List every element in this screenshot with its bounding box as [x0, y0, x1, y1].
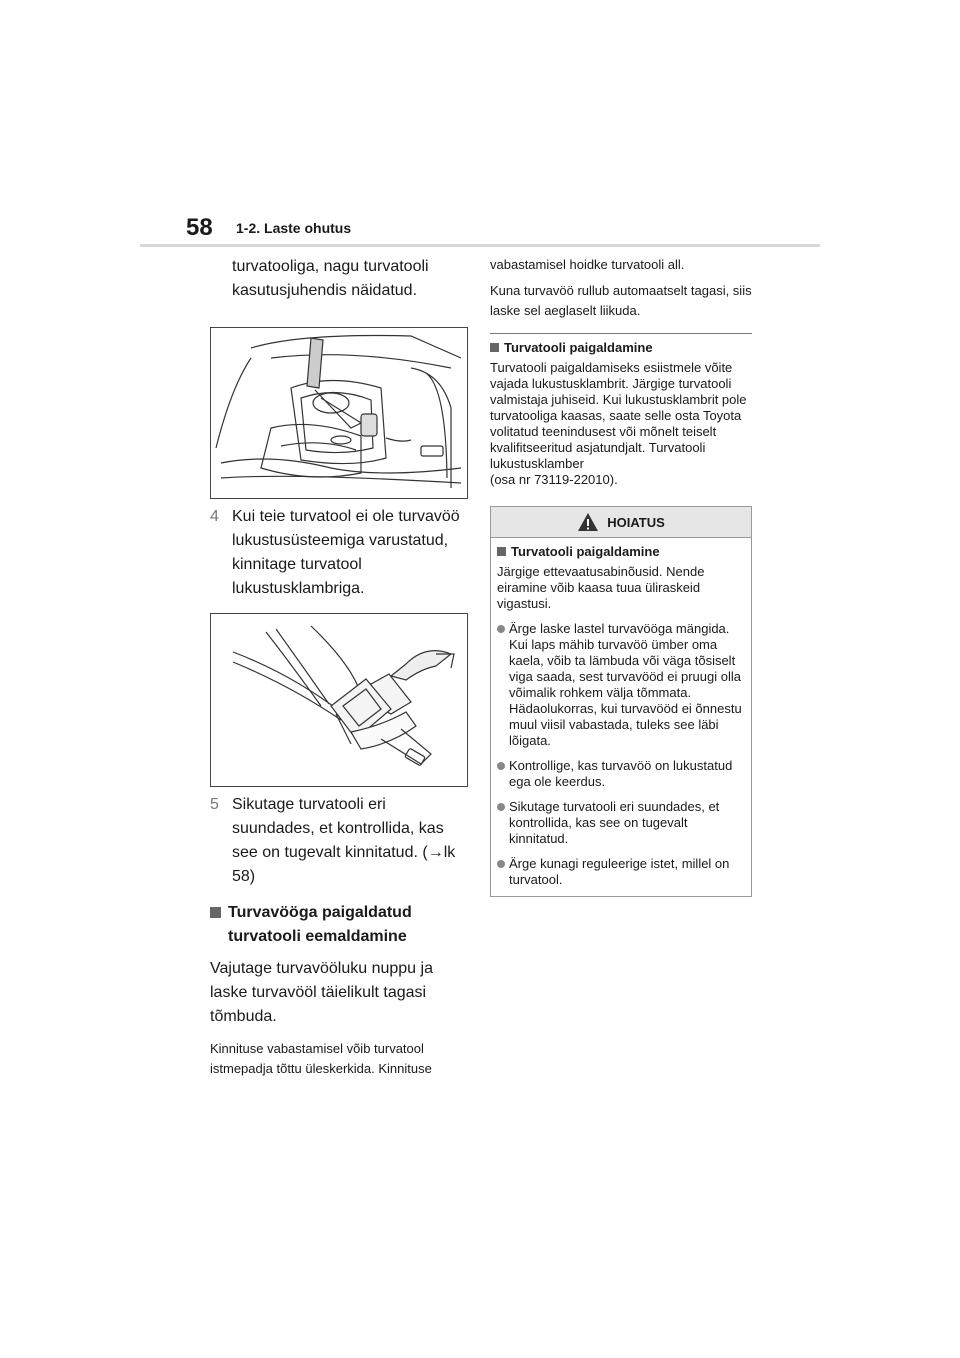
- note-continuation: vabastamisel hoidke turvatooli all.: [490, 257, 685, 272]
- warning-title: HOIATUS: [607, 514, 665, 530]
- square-marker-icon: [497, 547, 506, 556]
- square-marker-icon: [490, 343, 499, 352]
- warning-intro: Järgige ettevaatusabinõusid. Nende eiramine võib kaasa tuua üliraskeid vigastusi.: [497, 564, 705, 611]
- bullet-dot-icon: [497, 803, 505, 811]
- bullet-dot-icon: [497, 625, 505, 633]
- bullet-dot-icon: [497, 762, 505, 770]
- warning-content: [491, 538, 751, 896]
- part-number: (osa nr 73119-22010).: [490, 472, 618, 487]
- page-ref-arrow-icon: →: [427, 844, 444, 861]
- install-text: Turvatooli paigaldamiseks esiistmele võite vajada lukustusklambrit. Järgige turvatooli valmistaja juhiseid. Kui lukustusklambrit pole turvatooliga kaasas, saate selle osta Toyota volitatud teenindusest või mõnelt teiselt kvalifitseeritud asjatundjalt. Turvatooli lukustusklamber: [490, 360, 747, 471]
- warning-triangle-icon: [577, 512, 599, 532]
- warning-bullet: Kontrollige, kas turvavöö on lukustatud ega ole keerdus.: [497, 758, 745, 790]
- right-column: [490, 255, 752, 897]
- bullet-dot-icon: [497, 860, 505, 868]
- square-marker-icon: [210, 907, 221, 918]
- warning-bullet: Ärge laske lastel turvavööga mängida. Kui laps mähib turvavöö ümber oma kaela, võib ta lämbuda või väga tõsiselt viga saada, sest turvavööd ei pruugi olla võimalik rohkem välja tõmmata. Hädaolukorras, kui turvavööd ei õnnestu muul viisil vabastada, tuleks see läbi lõigata.: [497, 621, 745, 749]
- warning-header: [491, 507, 751, 538]
- child-seat-illustration: [210, 327, 468, 499]
- section-title: 1-2. Laste ohutus: [236, 220, 352, 236]
- install-heading: Turvatooli paigaldamine: [490, 340, 752, 356]
- removal-text: Vajutage turvavööluku nuppu ja laske turvavööl täielikult tagasi tõmbuda.: [210, 960, 433, 1025]
- step-5-text: Sikutage turvatooli eri suundades, et kontrollida, kas see on tugevalt kinnitatud. (→lk 58): [232, 796, 456, 885]
- note-retract: Kuna turvavöö rullub automaatselt tagasi, siis laske sel aeglaselt liikuda.: [490, 283, 752, 318]
- step-4: [210, 505, 472, 601]
- page-reference[interactable]: lk 58): [232, 844, 456, 885]
- removal-note: Kinnituse vabastamisel võib turvatool istmepadja tõttu üleskerkida. Kinnituse: [210, 1041, 432, 1076]
- warning-bullet: Ärge kunagi reguleerige istet, millel on turvatool.: [497, 856, 745, 888]
- step-5-number: 5: [210, 796, 219, 813]
- step-4-number: 4: [210, 508, 219, 525]
- left-column: [210, 255, 472, 1079]
- section-divider: [490, 333, 752, 334]
- intro-text: turvatooliga, nagu turvatooli kasutusjuhendis näidatud.: [232, 258, 429, 299]
- warning-bullet: Sikutage turvatooli eri suundades, et kontrollida, kas see on tugevalt kinnitatud.: [497, 799, 745, 847]
- warning-box: [490, 506, 752, 897]
- page-number: 58: [186, 214, 213, 241]
- locking-clip-illustration: [210, 613, 468, 787]
- header-divider: [140, 244, 820, 247]
- step-4-text: Kui teie turvatool ei ole turvavöö lukustusüsteemiga varustatud, kinnitage turvatool lukustusklambriga.: [232, 508, 460, 597]
- removal-heading: Turvavööga paigaldatud turvatooli eemaldamine: [210, 901, 472, 949]
- step-5: [210, 793, 472, 889]
- warning-subhead: Turvatooli paigaldamine: [497, 544, 745, 560]
